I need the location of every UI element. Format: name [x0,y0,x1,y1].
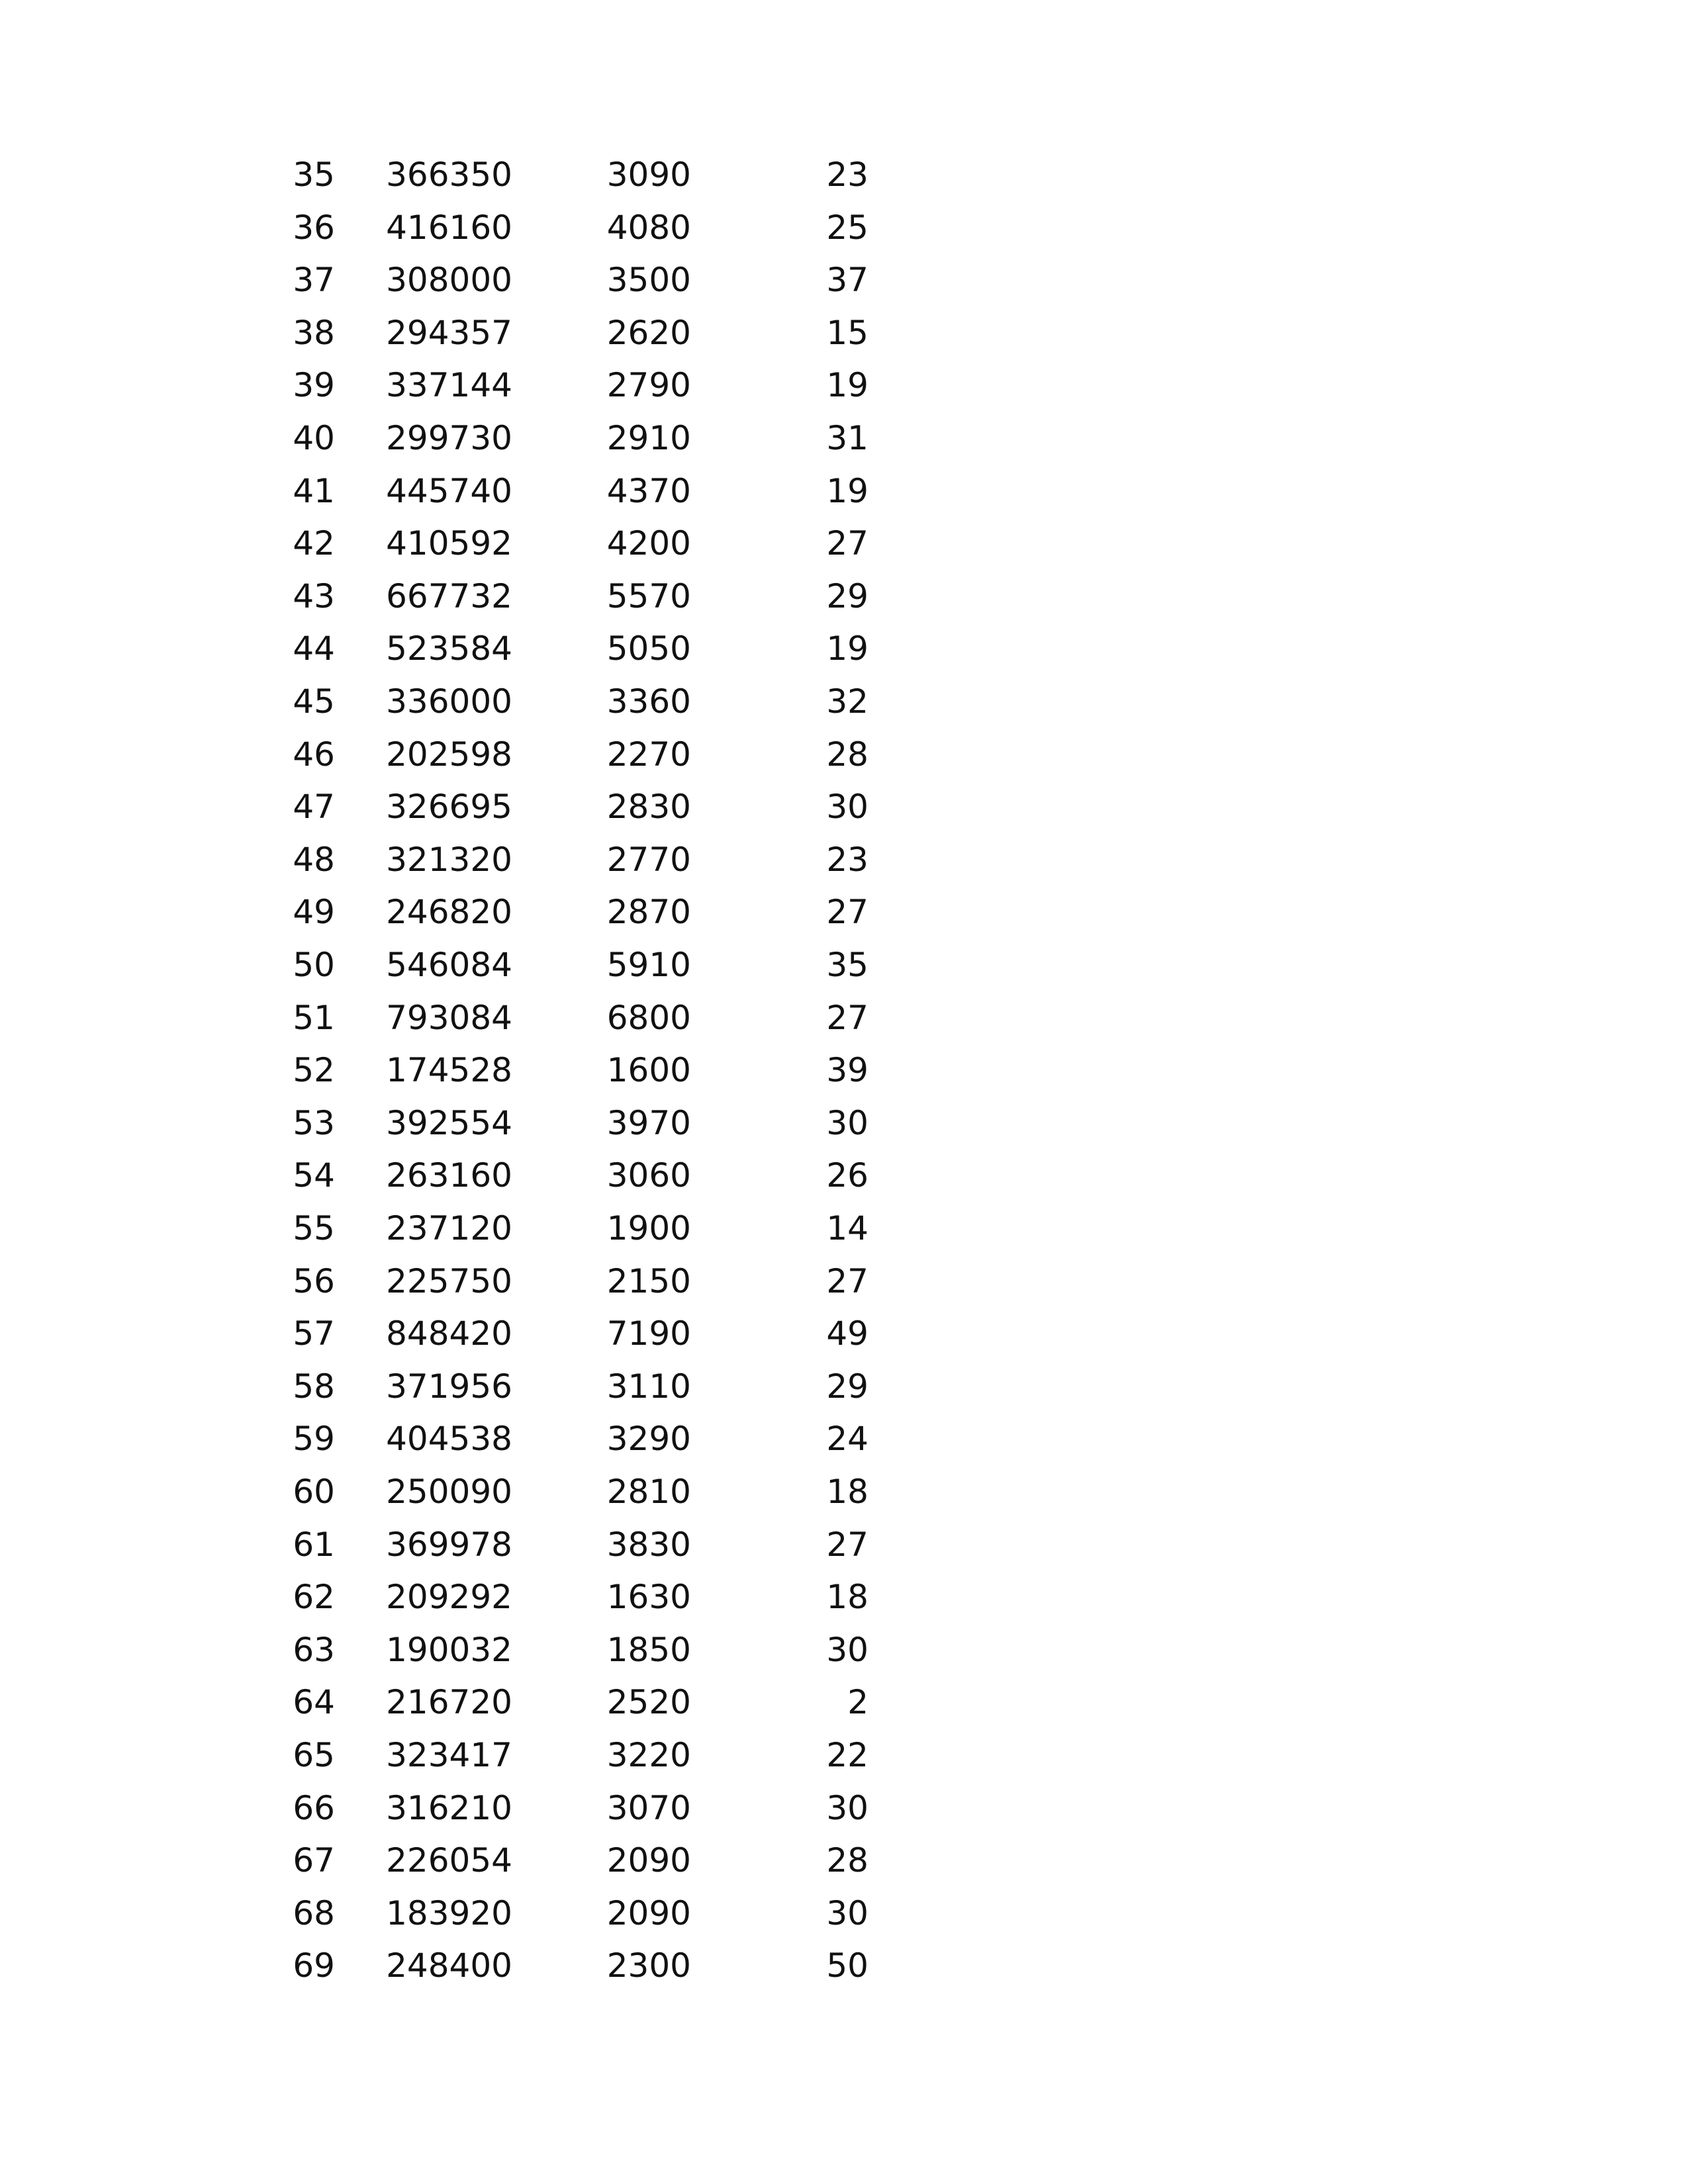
table-cell: 47 [293,788,335,826]
table-cell: 65 [293,1736,335,1774]
table-cell: 39 [293,366,335,404]
table-cell: 416160 [386,208,512,247]
table-row [0,1308,1688,1360]
table-row [0,1097,1688,1150]
table-row [0,518,1688,570]
table-row [0,149,1688,201]
table-cell: 3070 [606,1789,691,1827]
table-cell: 60 [293,1473,335,1511]
table-row [0,676,1688,728]
table-cell: 67 [293,1841,335,1880]
table-row [0,1413,1688,1465]
table-cell: 27 [826,1262,868,1300]
table-cell: 57 [293,1314,335,1353]
table-cell: 3290 [606,1420,691,1458]
table-cell: 46 [293,735,335,774]
table-cell: 23 [826,841,868,879]
table-cell: 48 [293,841,335,879]
table-row [0,307,1688,359]
table-cell: 3220 [606,1736,691,1774]
table-row [0,1255,1688,1308]
table-cell: 3360 [606,682,691,721]
table-cell: 246820 [386,893,512,931]
table-cell: 209292 [386,1578,512,1616]
table-cell: 37 [826,261,868,299]
table-cell: 15 [826,314,868,352]
table-row [0,1361,1688,1413]
table-cell: 2090 [606,1894,691,1933]
table-cell: 50 [826,1946,868,1985]
table-cell: 326695 [386,788,512,826]
table-row [0,1940,1688,1992]
table-cell: 2300 [606,1946,691,1985]
table-cell: 43 [293,577,335,615]
table-cell: 190032 [386,1631,512,1669]
table-cell: 31 [826,419,868,457]
table-cell: 174528 [386,1051,512,1089]
table-cell: 369978 [386,1525,512,1564]
table-cell: 39 [826,1051,868,1089]
table-cell: 42 [293,524,335,563]
table-cell: 37 [293,261,335,299]
table-cell: 49 [826,1314,868,1353]
table-cell: 30 [826,788,868,826]
table-cell: 28 [826,735,868,774]
table-row [0,939,1688,991]
table-cell: 22 [826,1736,868,1774]
table-row [0,1676,1688,1729]
table-cell: 49 [293,893,335,931]
table-cell: 3500 [606,261,691,299]
table-cell: 55 [293,1209,335,1248]
table-cell: 202598 [386,735,512,774]
table-row [0,412,1688,465]
table-row [0,1203,1688,1255]
table-cell: 68 [293,1894,335,1933]
table-cell: 61 [293,1525,335,1564]
table-cell: 30 [826,1789,868,1827]
table-cell: 3060 [606,1156,691,1195]
table-cell: 848420 [386,1314,512,1353]
table-cell: 32 [826,682,868,721]
table-cell: 63 [293,1631,335,1669]
table-cell: 225750 [386,1262,512,1300]
table-cell: 50 [293,946,335,984]
table-cell: 53 [293,1104,335,1142]
table-cell: 18 [826,1473,868,1511]
table-cell: 523584 [386,629,512,668]
table-row [0,1150,1688,1202]
table-cell: 30 [826,1894,868,1933]
table-cell: 27 [826,999,868,1037]
table-cell: 24 [826,1420,868,1458]
table-cell: 667732 [386,577,512,615]
table-cell: 404538 [386,1420,512,1458]
table-cell: 2090 [606,1841,691,1880]
table-cell: 2870 [606,893,691,931]
table-cell: 3110 [606,1367,691,1406]
table-row [0,992,1688,1044]
table-cell: 56 [293,1262,335,1300]
table-cell: 29 [826,1367,868,1406]
table-cell: 52 [293,1051,335,1089]
table-cell: 2 [847,1683,868,1721]
table-cell: 263160 [386,1156,512,1195]
table-cell: 316210 [386,1789,512,1827]
table-row [0,834,1688,886]
table-cell: 27 [826,524,868,563]
table-cell: 321320 [386,841,512,879]
table-cell: 248400 [386,1946,512,1985]
table-cell: 6800 [606,999,691,1037]
table-cell: 30 [826,1631,868,1669]
table-cell: 2810 [606,1473,691,1511]
table-cell: 3970 [606,1104,691,1142]
table-cell: 5050 [606,629,691,668]
table-cell: 337144 [386,366,512,404]
table-row [0,570,1688,623]
table-row [0,729,1688,781]
table-row [0,465,1688,518]
table-cell: 2270 [606,735,691,774]
table-cell: 54 [293,1156,335,1195]
table-row [0,1729,1688,1782]
table-row [0,1835,1688,1887]
table-cell: 793084 [386,999,512,1037]
table-cell: 2150 [606,1262,691,1300]
table-cell: 336000 [386,682,512,721]
table-row [0,623,1688,675]
table-cell: 26 [826,1156,868,1195]
table-row [0,1466,1688,1518]
table-cell: 445740 [386,472,512,510]
table-cell: 59 [293,1420,335,1458]
table-cell: 250090 [386,1473,512,1511]
table-cell: 35 [826,946,868,984]
table-cell: 19 [826,472,868,510]
table-cell: 45 [293,682,335,721]
table-cell: 183920 [386,1894,512,1933]
table-row [0,781,1688,833]
table-cell: 1630 [606,1578,691,1616]
table-cell: 51 [293,999,335,1037]
table-row [0,886,1688,938]
table-cell: 38 [293,314,335,352]
table-cell: 18 [826,1578,868,1616]
table-cell: 14 [826,1209,868,1248]
table-cell: 27 [826,893,868,931]
table-row [0,1624,1688,1676]
table-cell: 66 [293,1789,335,1827]
table-cell: 1900 [606,1209,691,1248]
table-row [0,202,1688,254]
table-cell: 216720 [386,1683,512,1721]
table-cell: 237120 [386,1209,512,1248]
table-cell: 1600 [606,1051,691,1089]
table-cell: 23 [826,156,868,194]
table-cell: 2770 [606,841,691,879]
table-cell: 30 [826,1104,868,1142]
table-cell: 40 [293,419,335,457]
table-cell: 4080 [606,208,691,247]
table-cell: 2910 [606,419,691,457]
table-row [0,254,1688,306]
table-cell: 44 [293,629,335,668]
table-cell: 226054 [386,1841,512,1880]
table-cell: 3090 [606,156,691,194]
table-cell: 5570 [606,577,691,615]
table-row [0,1044,1688,1097]
table-cell: 2830 [606,788,691,826]
table-cell: 5910 [606,946,691,984]
table-cell: 4370 [606,472,691,510]
table-cell: 2620 [606,314,691,352]
table-cell: 410592 [386,524,512,563]
table-cell: 299730 [386,419,512,457]
table-cell: 366350 [386,156,512,194]
table-cell: 1850 [606,1631,691,1669]
table-row [0,1888,1688,1940]
table-cell: 19 [826,629,868,668]
table-row [0,1782,1688,1835]
table-cell: 64 [293,1683,335,1721]
table-cell: 392554 [386,1104,512,1142]
table-cell: 19 [826,366,868,404]
table-cell: 35 [293,156,335,194]
table-cell: 25 [826,208,868,247]
table-cell: 323417 [386,1736,512,1774]
table-cell: 3830 [606,1525,691,1564]
table-cell: 29 [826,577,868,615]
table-row [0,1571,1688,1623]
table-cell: 4200 [606,524,691,563]
table-cell: 27 [826,1525,868,1564]
table-cell: 546084 [386,946,512,984]
table-cell: 69 [293,1946,335,1985]
table-cell: 36 [293,208,335,247]
table-cell: 58 [293,1367,335,1406]
table-cell: 41 [293,472,335,510]
table-cell: 62 [293,1578,335,1616]
table-cell: 308000 [386,261,512,299]
table-cell: 28 [826,1841,868,1880]
table-row [0,359,1688,412]
table-cell: 371956 [386,1367,512,1406]
table-cell: 294357 [386,314,512,352]
table-cell: 7190 [606,1314,691,1353]
table-row [0,1519,1688,1571]
table-cell: 2790 [606,366,691,404]
table-cell: 2520 [606,1683,691,1721]
